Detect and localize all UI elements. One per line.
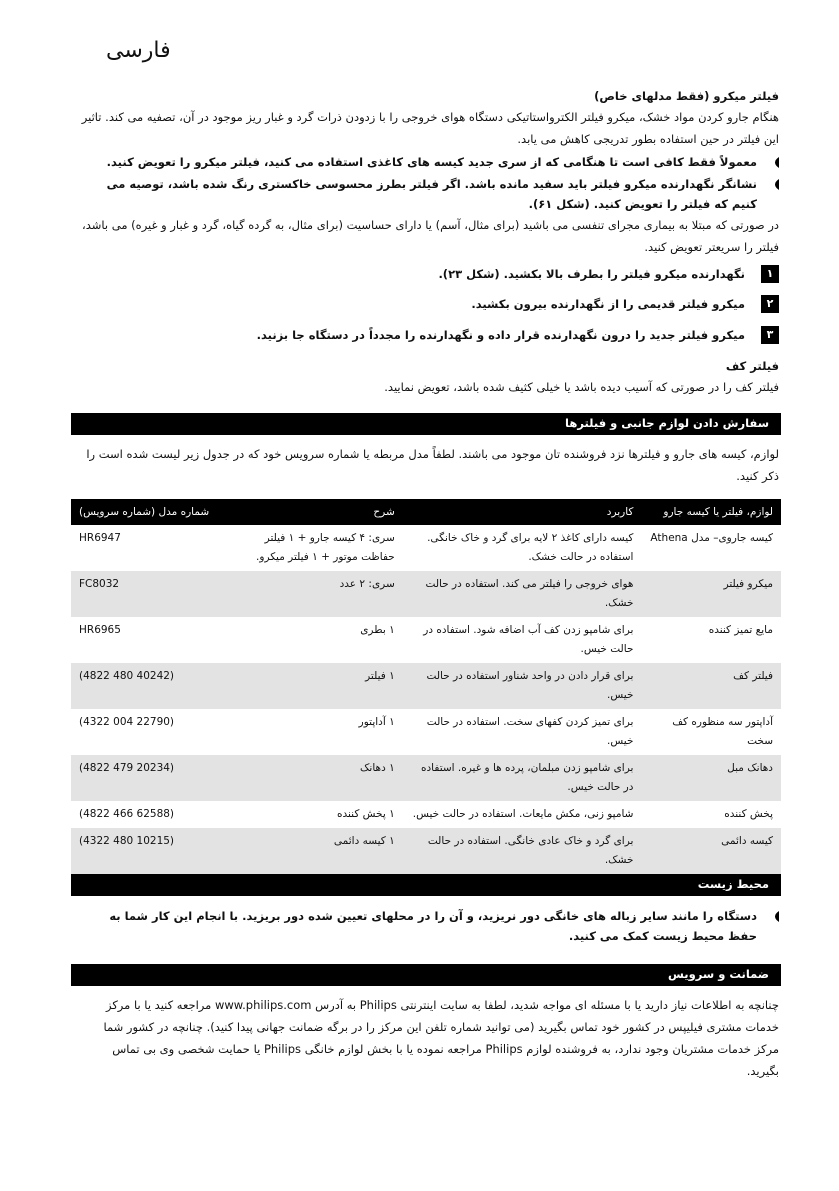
table-cell: دهانک مبل (641, 755, 781, 801)
bullet-text: دستگاه را مانند سایر زباله های خانگی دور نریزید، و آن را در محلهای تعیین شده دور بریزید. با انجام این کار شما به حفظ محیط زیست کمک می کنید. (109, 909, 757, 943)
column-header: شماره مدل (شماره سرویس) (71, 499, 235, 525)
table-cell: (4822 466 62588) (79, 808, 175, 820)
micro-filter-heading: فیلتر میکرو (فقط مدلهای خاص) (594, 89, 779, 103)
table-cell: (4322 004 22790) (79, 716, 175, 728)
table-row (71, 709, 781, 755)
step-text: میکرو فیلتر جدید را درون نگهدارنده قرار داده و نگهدارنده را مجدداً در دستگاه جا بزنید. (256, 328, 745, 342)
table-cell: ۱ کیسه دائمی (235, 828, 403, 874)
allergy-note (80, 214, 779, 258)
table-cell: ۱ پخش کننده (336, 808, 395, 820)
step-number: ۲ (761, 295, 779, 313)
table-row (71, 525, 781, 571)
guarantee-section (80, 994, 779, 1082)
table-row (71, 617, 781, 663)
foam-filter-section (80, 356, 779, 398)
table-header-row (71, 499, 781, 525)
ordering-text: لوازم، کیسه های جارو و فیلترها نزد فروشنده تان موجود می باشند. لطفاً مدل مربطه یا شماره سرویس خود که در جدول زیر لیست شده است را ذکر کنید. (86, 447, 779, 483)
step-number: ۱ (761, 265, 779, 283)
micro-filter-section (80, 86, 779, 150)
micro-filter-bullets (80, 152, 779, 214)
table-cell: کیسه دارای کاغذ ۲ لایه برای گرد و خاک خانگی. استفاده در حالت خشک. (427, 532, 634, 563)
table-cell: ۱ فیلتر (235, 663, 403, 709)
table-cell: برای شامپو زدن مبلمان، پرده ها و غیره. استفاده در حالت خیس. (403, 755, 642, 801)
table-cell: فیلتر کف (641, 663, 781, 709)
table-row (71, 663, 781, 709)
bullet-text: معمولاً فقط کافی است تا هنگامی که از سری جدید کیسه های کاغذی استفاده می کنید، فیلتر میکرو را تعویض کنید. (106, 155, 757, 169)
environment-bullets (80, 906, 779, 946)
foam-filter-heading: فیلتر کف (725, 359, 779, 373)
table-cell: برای قرار دادن در واحد شناور استفاده در حالت خیس. (403, 663, 642, 709)
table-cell: FC8032 (71, 571, 235, 617)
step-2 (80, 295, 779, 315)
table-cell: پخش کننده (724, 808, 773, 820)
table-row (71, 801, 781, 828)
bullet-text: نشانگر نگهدارنده میکرو فیلتر باید سفید مانده باشد. اگر فیلتر بطرز محسوسی خاکستری رنگ شده باشد، توصیه می کنیم که فیلتر را تعویض کنید. (شکل ۶۱). (106, 177, 757, 211)
bullet-item (80, 906, 779, 946)
table-cell: سری: ۲ عدد (235, 571, 403, 617)
table-cell: (4822 480 40242) (71, 663, 235, 709)
bullet-item (80, 152, 779, 172)
table-cell: ۱ آداپتور (358, 716, 395, 728)
ordering-intro (80, 443, 779, 487)
bullet-icon (771, 179, 779, 190)
guarantee-section-bar (71, 964, 781, 986)
step-number: ۳ (761, 326, 779, 344)
table-cell: (4822 479 20234) (71, 755, 235, 801)
table-row (71, 571, 781, 617)
environment-title: محیط زیست (697, 877, 769, 891)
table-cell: شامپو زنی، مکش مایعات. استفاده در حالت خیس. (412, 808, 634, 820)
accessories-table (71, 499, 781, 874)
table-cell: آداپتور سه منظوره کف سخت (672, 716, 773, 747)
table-cell: سری: ۴ کیسه جارو + ۱ فیلتر حفاظت موتور + ۱ فیلتر میکرو. (256, 532, 395, 563)
table-cell: میکرو فیلتر (641, 571, 781, 617)
table-cell: HR6947 (79, 532, 121, 544)
column-header: کاربرد (403, 499, 642, 525)
table-cell: کیسه دائمی (641, 828, 781, 874)
step-text: نگهدارنده میکرو فیلتر را بطرف بالا بکشید. (شکل ۲۳). (438, 267, 745, 281)
column-header: لوازم، فیلتر یا کیسه جارو (641, 499, 781, 525)
ordering-section-bar (71, 413, 781, 435)
bullet-item (80, 174, 779, 214)
table-cell: برای تمیز کردن کفهای سخت. استفاده در حالت خیس. (426, 716, 634, 747)
column-header: شرح (235, 499, 403, 525)
table-row (71, 755, 781, 801)
ordering-title: سفارش دادن لوازم جانبی و فیلترها (565, 416, 769, 430)
table-cell: ۱ دهانک (235, 755, 403, 801)
step-text: میکرو فیلتر قدیمی را از نگهدارنده بیرون بکشید. (471, 297, 745, 311)
guarantee-title: ضمانت و سرویس (668, 967, 769, 981)
table-row (71, 828, 781, 874)
table-cell: هوای خروجی را فیلتر می کند. استفاده در حالت خشک. (403, 571, 642, 617)
bullet-icon (771, 157, 779, 168)
language-label: فارسی (106, 38, 171, 63)
table-cell: (4322 480 10215) (71, 828, 235, 874)
table-cell: ۱ بطری (360, 624, 395, 636)
environment-section-bar (71, 874, 781, 896)
foam-filter-text: فیلتر کف را در صورتی که آسیب دیده باشد یا خیلی کثیف شده باشد، تعویض نمایید. (384, 380, 779, 394)
table-cell: کیسه جاروی– مدل Athena (650, 532, 773, 544)
allergy-note-text: در صورتی که مبتلا به بیماری مجرای تنفسی می باشید (برای مثال، آسم) یا دارای حساسیت (برای مثال، به گرده گیاه، گرد و غبار و غیره) می باشد، فیلتر را سریعتر تعویض کنید. (82, 218, 779, 254)
table-cell: برای شامپو زدن کف آب اضافه شود. استفاده در حالت خیس. (423, 624, 634, 655)
step-1 (80, 265, 779, 285)
micro-filter-intro: هنگام جارو کردن مواد خشک، میکرو فیلتر الکترواستاتیکی دستگاه هوای خروجی را با زدودن ذرات گرد و غبار ریز موجود در آن، تصفیه می کند. تاثیر این فیلتر در حین استفاده بطور تدریجی کاهش می یابد. (81, 110, 779, 146)
table-cell: HR6965 (79, 624, 121, 636)
bullet-icon (771, 911, 779, 922)
table-cell: برای گرد و خاک عادی خانگی. استفاده در حالت خشک. (403, 828, 642, 874)
step-3 (80, 326, 779, 346)
guarantee-text: چنانچه به اطلاعات نیاز دارید یا با مسئله ای مواجه شدید، لطفا به سایت اینترنتی Philips به آدرس www.philips.com مراجعه کنید یا با مرکز خدمات مشتری فیلیپس در کشور خود تماس بگیرید (می توانید شماره تلفن این مرکز را در برگه ضمانت جهانی پیدا کنید). چنانچه در کشور شما مرکز خدمات مشتریان وجود ندارد، به فروشنده لوازم Philips مراجعه نموده یا با بخش لوازم خانگی Philips یا حمایت شخصی وی بی تماس بگیرید. (103, 998, 779, 1078)
table-cell: مایع تمیز کننده (708, 624, 773, 636)
